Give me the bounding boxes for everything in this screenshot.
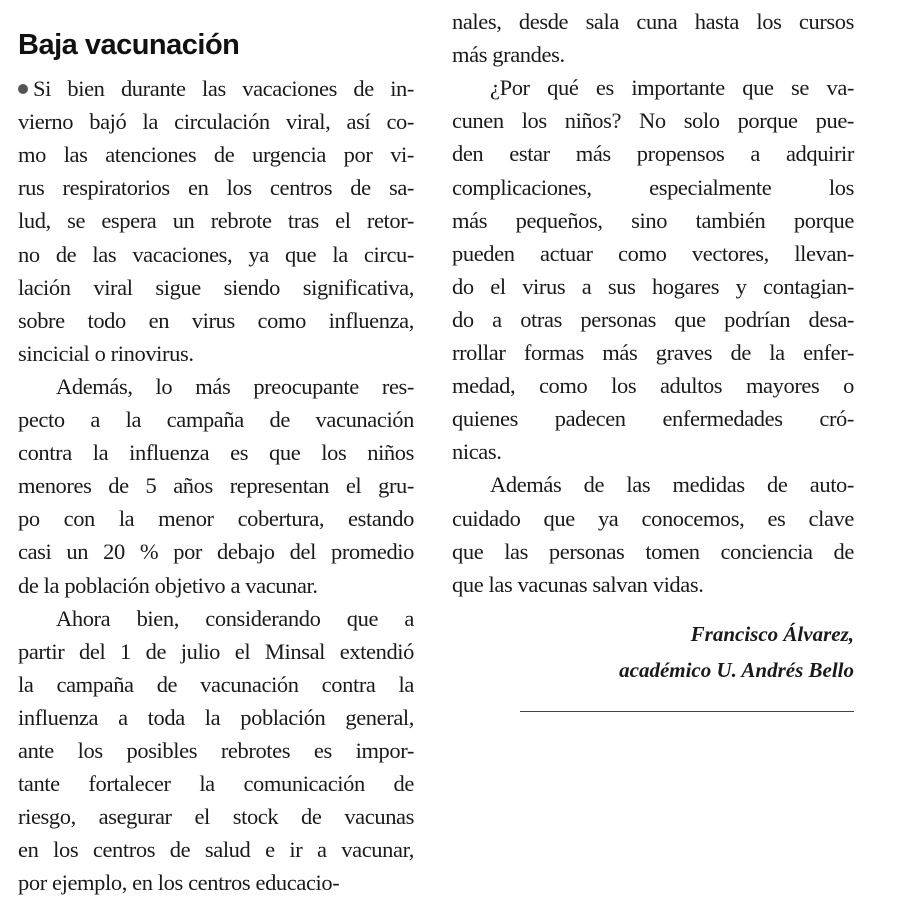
text-line: sobre todo en virus como influenza, [18, 307, 414, 333]
text-line [18, 72, 414, 105]
text-line: lación viral sigue siendo significativa, [18, 274, 414, 300]
text-line-content: Si bien durante las vacaciones de in- [33, 76, 414, 101]
text-line: ¿Por qué es importante que se va- [490, 75, 854, 101]
text-line: Ahora bien, considerando que a [56, 605, 414, 631]
bullet-icon [18, 84, 28, 94]
text-line: influenza a toda la población general, [18, 704, 414, 730]
text-line: más grandes. [452, 42, 565, 68]
text-line: den estar más propensos a adquirir [452, 141, 854, 167]
text-line: en los centros de salud e ir a vacunar, [18, 837, 414, 863]
text-line: Además, lo más preocupante res- [56, 373, 414, 399]
text-line: partir del 1 de julio el Minsal extendió [18, 638, 414, 664]
text-line: no de las vacaciones, ya que la circu- [18, 241, 414, 267]
text-line: rrollar formas más graves de la enfer- [452, 340, 854, 365]
text-line: nales, desde sala cuna hasta los cursos [452, 9, 854, 34]
text-line: nicas. [452, 439, 502, 465]
text-line: sincicial o rinovirus. [18, 340, 194, 366]
text-line: pueden actuar como vectores, llevan- [452, 240, 854, 266]
text-line: cuidado que ya conocemos, es clave [452, 505, 854, 531]
text-line: casi un 20 % por debajo del promedio [18, 539, 414, 565]
text-line: riesgo, asegurar el stock de vacunas [18, 804, 414, 830]
text-line: po con la menor cobertura, estando [18, 506, 414, 532]
article-title: Baja vacunación [18, 29, 240, 61]
text-line: Además de las medidas de auto- [490, 472, 854, 498]
text-line: la campaña de vacunación contra la [18, 671, 414, 697]
text-line: menores de 5 años representan el gru- [18, 473, 414, 499]
divider-line [520, 711, 854, 712]
text-line: de la población objetivo a vacunar. [18, 572, 318, 598]
text-line: quienes padecen enfermedades cró- [452, 406, 854, 432]
signature-name: Francisco Álvarez, [690, 622, 854, 646]
text-line: que las vacunas salvan vidas. [452, 571, 704, 597]
text-line: que las personas tomen conciencia de [452, 538, 854, 564]
text-line: pecto a la campaña de vacunación [18, 407, 414, 432]
text-line: rus respiratorios en los centros de sa- [18, 175, 414, 201]
text-line: do a otras personas que podrían desa- [452, 306, 854, 332]
signature-role: académico U. Andrés Bello [619, 658, 854, 682]
text-line: cunen los niños? No solo porque pue- [452, 108, 854, 134]
text-line: tante fortalecer la comunicación de [18, 771, 414, 797]
text-line: vierno bajó la circulación viral, así co- [18, 109, 414, 135]
text-line: mo las atenciones de urgencia por vi- [18, 142, 414, 168]
text-line: más pequeños, sino también porque [452, 207, 854, 233]
text-line: por ejemplo, en los centros educacio- [18, 870, 340, 896]
text-line: medad, como los adultos mayores o [452, 373, 854, 399]
text-line: complicaciones, especialmente los [452, 174, 854, 200]
text-line: ante los posibles rebrotes es impor- [18, 738, 414, 763]
text-line: do el virus a sus hogares y contagian- [452, 273, 854, 299]
text-line: contra la influenza es que los niños [18, 440, 414, 466]
text-line: lud, se espera un rebrote tras el retor- [18, 208, 414, 234]
